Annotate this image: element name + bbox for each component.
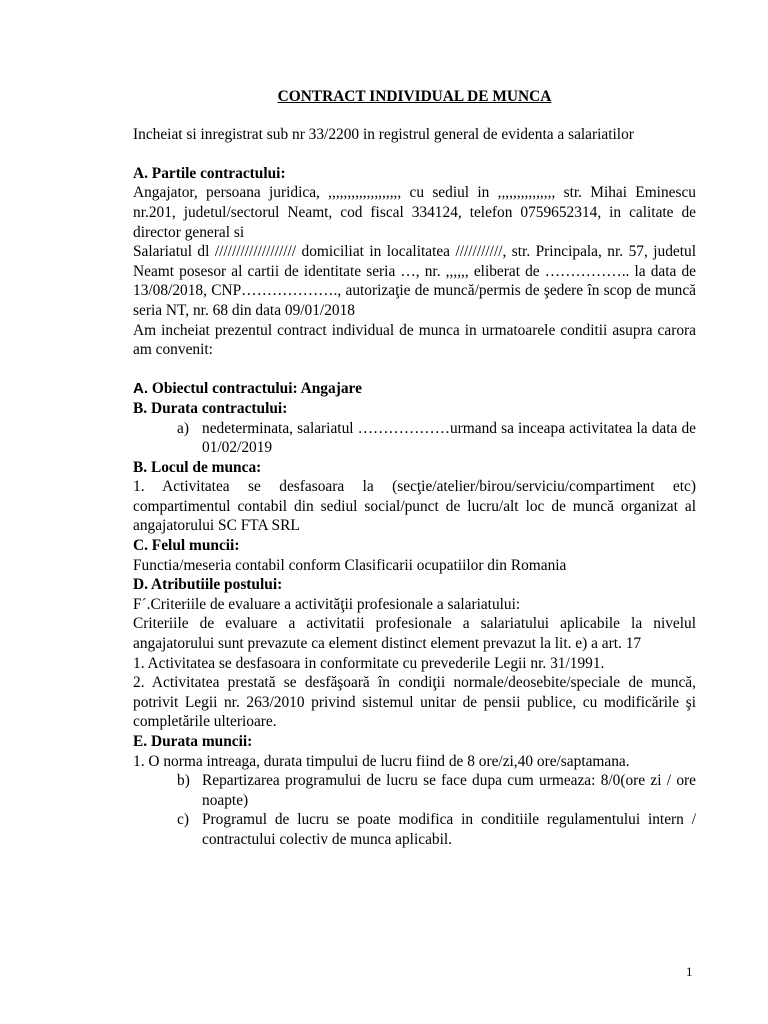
obiectul-letter: A. — [133, 380, 148, 398]
durata-muncii-item-c — [133, 810, 696, 849]
durata-muncii-paragraph-1: 1. O norma intreaga, durata timpului de lucru fiind de 8 ore/zi,40 ore/saptamana. — [133, 752, 630, 770]
felul-paragraph: Functia/meseria contabil conform Clasificarii ocupatiilor din Romania — [133, 556, 567, 574]
list-marker: a) — [177, 419, 189, 437]
conditii-paragraph: Am incheiat prezentul contract individual de munca in urmatoarele conditii asupra carora am convenit: — [133, 321, 696, 359]
list-marker: c) — [177, 811, 189, 829]
list-item-text: Repartizarea programului de lucru se face dupa cum urmeaza: 8/0(ore zi / ore noapte) — [202, 772, 696, 809]
section-atributii-heading: D. Atributiile postului: — [133, 576, 283, 594]
salariat-paragraph: Salariatul dl /////////////////// domiciliat in localitatea ///////////, str. Principala, nr. 57, judetul Neamt posesor al cartii de identitate seria …, nr. ,,,,,, eliberat de …………….. la data de 13/08/2018, CNP………………., autorizaţie de muncă/permis de şedere în scop de muncă seria NT, nr. 68 din data 09/01/2018 — [133, 243, 696, 319]
durata-item-a — [133, 419, 696, 458]
intro-paragraph: Incheiat si inregistrat sub nr 33/2200 in registrul general de evidenta a salariatilor — [133, 125, 634, 143]
section-felul-heading: C. Felul muncii: — [133, 537, 240, 555]
durata-muncii-item-b — [133, 771, 696, 810]
list-marker: b) — [177, 772, 190, 790]
section-partile-heading: A. Partile contractului: — [133, 164, 286, 182]
criterii-paragraph: Criteriile de evaluare a activitatii profesionale a salariatului aplicabile la nivelul angajatorului sunt prevazute ca element distinct element prevazut la lit. e) a art. 17 — [133, 615, 696, 653]
atributii-paragraph-1: 1. Activitatea se desfasoara in conformitate cu prevederile Legii nr. 31/1991. — [133, 654, 605, 672]
document-title: CONTRACT INDIVIDUAL DE MUNCA — [277, 88, 552, 105]
section-durata-heading: B. Durata contractului: — [133, 399, 288, 417]
atributii-paragraph-2: 2. Activitatea prestată se desfăşoară în condiţii normale/deosebite/speciale de muncă, potrivit Legii nr. 263/2010 privind sistemul unitar de pensii publice, cu modificările şi completările ulterioare. — [133, 674, 696, 731]
section-obiectul-heading — [133, 379, 696, 399]
section-durata-muncii-heading: E. Durata muncii: — [133, 733, 253, 750]
locul-paragraph: 1. Activitatea se desfasoara la (secţie/atelier/birou/serviciu/compartiment etc) compartimentul contabil din sediul social/punct de lucru/alt loc de muncă organizat al angajatorului SC FTA SRL — [133, 478, 696, 535]
criterii-heading-line: F´.Criteriile de evaluare a activităţii profesionale a salariatului: — [133, 595, 521, 613]
list-item-text: Programul de lucru se poate modifica in conditiile regulamentului intern / contractului colectiv de munca aplicabil. — [202, 811, 696, 848]
section-locul-heading: B. Locul de munca: — [133, 458, 262, 476]
document-body — [133, 87, 696, 850]
obiectul-text: Obiectul contractului: Angajare — [151, 380, 362, 398]
angajator-paragraph: Angajator, persoana juridica, ,,,,,,,,,,,,,,,,,,, cu sediul in ,,,,,,,,,,,,,,, str. Mihai Eminescu nr.201, judetul/sectorul Neamt, cod fiscal 334124, telefon 0759652314, in calitate de director general si — [133, 184, 696, 241]
page-number: 1 — [686, 964, 693, 979]
list-item-text: nedeterminata, salariatul ………………urmand sa inceapa activitatea la data de 01/02/2019 — [202, 419, 696, 457]
